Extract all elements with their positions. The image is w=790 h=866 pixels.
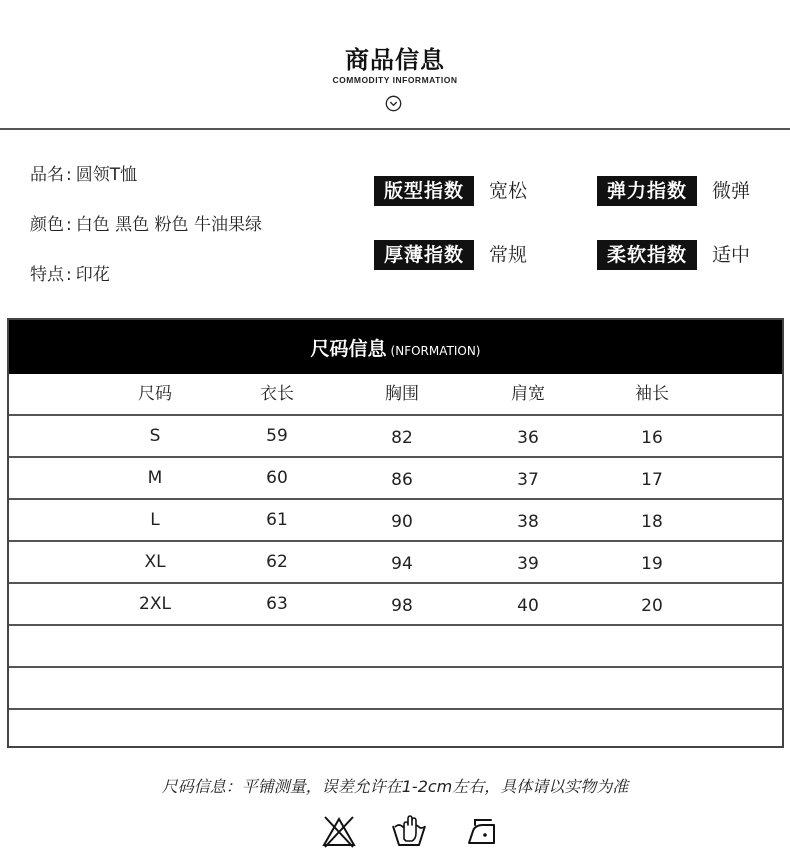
fit-index-value: 宽松 [489, 180, 528, 202]
header-divider [0, 128, 790, 130]
table-cell: M [147, 468, 163, 488]
softness-index-value: 适中 [712, 244, 751, 266]
table-cell: 82 [391, 428, 413, 448]
column-header: 尺码 [138, 384, 172, 404]
attr-name [30, 160, 137, 185]
table-row [9, 584, 782, 626]
stretch-index-badge: 弹力指数 [597, 176, 697, 206]
attr-sep: : [66, 215, 72, 235]
empty-table-row [9, 626, 782, 668]
attr-color [30, 210, 262, 235]
attr-value: 印花 [75, 265, 110, 285]
table-cell: 63 [266, 594, 288, 614]
thickness-index-badge: 厚薄指数 [374, 240, 474, 270]
attr-value: 圆领T恤 [75, 165, 138, 185]
page-title: 商品信息 [345, 46, 445, 74]
column-header: 肩宽 [511, 384, 545, 404]
table-cell: 62 [266, 552, 288, 572]
attr-key: 颜色 [30, 215, 64, 235]
page-subtitle: COMMODITY INFORMATION [332, 75, 458, 85]
size-table-subtitle: (NFORMATION) [390, 344, 481, 358]
iron-icon [463, 813, 501, 849]
table-cell: 20 [641, 596, 663, 616]
size-table-header [9, 320, 782, 374]
column-header: 衣长 [260, 384, 294, 404]
table-cell: 40 [517, 596, 539, 616]
table-cell: 98 [391, 596, 413, 616]
chevron-down-circle-icon [385, 95, 402, 112]
attr-key: 品名 [30, 165, 64, 185]
attr-key: 特点 [30, 265, 64, 285]
table-cell: 90 [391, 512, 413, 532]
table-cell: 94 [391, 554, 413, 574]
column-header: 胸围 [385, 384, 419, 404]
table-row [9, 458, 782, 500]
thickness-index-value: 常规 [489, 244, 528, 266]
fit-index-badge: 版型指数 [374, 176, 474, 206]
table-cell: S [149, 426, 161, 446]
hand-wash-icon [390, 813, 428, 849]
size-table-title: 尺码信息 [310, 338, 387, 360]
table-cell: 60 [266, 468, 288, 488]
table-cell: 39 [517, 554, 539, 574]
table-cell: 38 [517, 512, 539, 532]
table-cell: 37 [517, 470, 539, 490]
column-header: 袖长 [635, 384, 669, 404]
table-cell: 86 [391, 470, 413, 490]
stretch-index-value: 微弹 [712, 180, 751, 202]
table-cell: 16 [641, 428, 663, 448]
table-cell: 17 [641, 470, 663, 490]
table-cell: 59 [266, 426, 288, 446]
table-cell: 36 [517, 428, 539, 448]
measurement-note: 尺码信息：平铺测量，误差允许在1-2cm左右，具体请以实物为准 [161, 777, 629, 796]
table-row [9, 416, 782, 458]
table-cell: XL [144, 552, 166, 572]
attr-sep: : [66, 265, 72, 285]
attr-value: 白色 黑色 粉色 牛油果绿 [75, 215, 262, 235]
size-table [7, 318, 784, 748]
attr-feature [30, 260, 110, 285]
empty-table-row [9, 668, 782, 710]
table-cell: 61 [266, 510, 288, 530]
softness-index-badge: 柔软指数 [597, 240, 697, 270]
empty-table-row [9, 710, 782, 752]
table-cell: L [150, 510, 160, 530]
table-cell: 19 [641, 554, 663, 574]
no-bleach-icon [320, 813, 358, 849]
table-row [9, 542, 782, 584]
table-cell: 2XL [139, 594, 171, 614]
attr-sep: : [66, 165, 72, 185]
table-cell: 18 [641, 512, 663, 532]
table-row [9, 500, 782, 542]
size-table-column-row [9, 374, 782, 416]
